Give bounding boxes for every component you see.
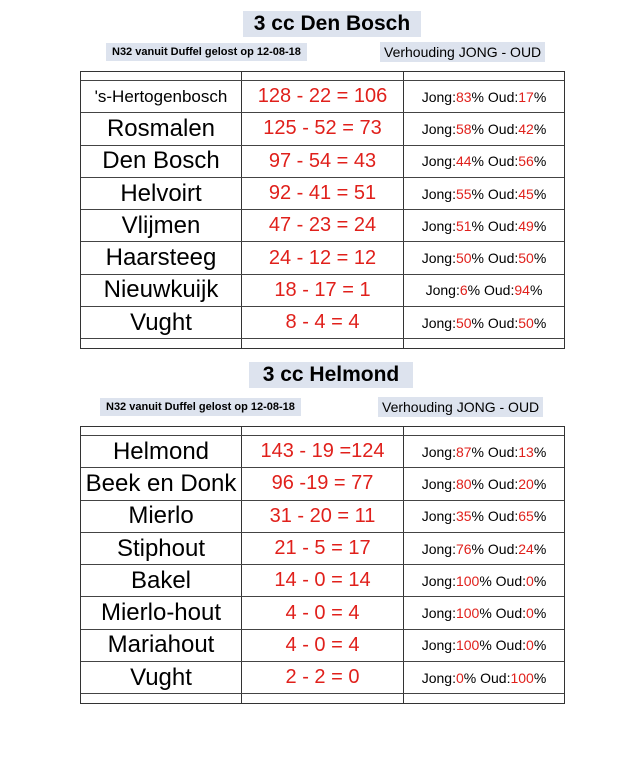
oud-percent: 20 [518, 475, 534, 492]
table-row [81, 630, 564, 662]
table-row [81, 662, 564, 694]
table-row [81, 597, 564, 629]
percent-sign: % [471, 540, 484, 557]
count-calculation: 4 - 0 = 4 [242, 597, 404, 628]
place-name: Nieuwkuijk [81, 275, 242, 306]
percent-sign: % [533, 185, 547, 202]
oud-label: Oud: [487, 153, 519, 170]
jong-label: Jong: [421, 605, 456, 622]
ratio-cell [404, 565, 564, 596]
jong-percent: 83 [455, 88, 472, 105]
ratio-cell [404, 436, 564, 467]
oud-label: Oud: [480, 669, 511, 686]
ratio-cell [404, 242, 564, 273]
oud-percent: 0 [526, 572, 534, 589]
place-name: Mierlo-hout [81, 597, 242, 628]
table-row [81, 533, 564, 565]
section2-subtitle: N32 vanuit Duffel gelost op 12-08-18 [100, 398, 301, 416]
oud-percent: 49 [518, 217, 534, 234]
table-row [81, 436, 564, 468]
oud-percent: 56 [518, 153, 534, 170]
jong-percent: 100 [455, 637, 480, 654]
ratio-cell [404, 597, 564, 628]
jong-label: Jong: [421, 540, 456, 557]
oud-label: Oud: [487, 475, 519, 492]
percent-sign: % [533, 250, 547, 267]
table-spacer [81, 72, 564, 81]
percent-sign: % [479, 637, 492, 654]
jong-percent: 80 [455, 475, 472, 492]
jong-percent: 35 [455, 508, 472, 525]
oud-label: Oud: [487, 120, 519, 137]
percent-sign: % [479, 572, 492, 589]
oud-label: Oud: [484, 282, 515, 299]
percent-sign: % [533, 475, 547, 492]
ratio-cell [404, 468, 564, 499]
place-name: Helvoirt [81, 178, 242, 209]
ratio-cell [404, 210, 564, 241]
table-row [81, 81, 564, 113]
count-calculation: 4 - 0 = 4 [242, 630, 404, 661]
count-calculation: 97 - 54 = 43 [242, 146, 404, 177]
ratio-cell [404, 662, 564, 693]
ratio-cell [404, 630, 564, 661]
percent-sign: % [533, 217, 547, 234]
jong-label: Jong: [421, 185, 456, 202]
place-name: Helmond [81, 436, 242, 467]
oud-label: Oud: [487, 508, 519, 525]
section1-title: 3 cc Den Bosch [243, 11, 421, 37]
jong-label: Jong: [421, 217, 456, 234]
percent-sign: % [533, 120, 547, 137]
section1-ratio-label: Verhouding JONG - OUD [380, 42, 545, 62]
count-calculation: 18 - 17 = 1 [242, 275, 404, 306]
jong-label: Jong: [421, 669, 456, 686]
place-name: Mariahout [81, 630, 242, 661]
oud-percent: 50 [518, 250, 534, 267]
jong-percent: 76 [455, 540, 472, 557]
oud-label: Oud: [495, 605, 527, 622]
oud-label: Oud: [487, 185, 519, 202]
table-row [81, 275, 564, 307]
oud-percent: 13 [518, 443, 534, 460]
count-calculation: 2 - 2 = 0 [242, 662, 404, 693]
jong-label: Jong: [421, 475, 456, 492]
oud-label: Oud: [495, 572, 527, 589]
table-spacer [81, 694, 564, 703]
ratio-cell [404, 533, 564, 564]
percent-sign: % [533, 669, 547, 686]
ratio-cell [404, 81, 564, 112]
jong-label: Jong: [421, 88, 456, 105]
percent-sign: % [471, 217, 484, 234]
ratio-cell [404, 275, 564, 306]
section2-title: 3 cc Helmond [249, 362, 413, 388]
percent-sign: % [471, 185, 484, 202]
place-name: Vught [81, 307, 242, 338]
percent-sign: % [471, 120, 484, 137]
jong-label: Jong: [421, 250, 456, 267]
percent-sign: % [533, 637, 547, 654]
count-calculation: 24 - 12 = 12 [242, 242, 404, 273]
percent-sign: % [467, 282, 481, 299]
place-name: Den Bosch [81, 146, 242, 177]
place-name: 's-Hertogenbosch [81, 81, 242, 112]
table-row [81, 468, 564, 500]
count-calculation: 92 - 41 = 51 [242, 178, 404, 209]
jong-percent: 44 [455, 153, 472, 170]
oud-percent: 94 [514, 282, 530, 299]
table-row [81, 178, 564, 210]
oud-label: Oud: [487, 314, 519, 331]
place-name: Rosmalen [81, 113, 242, 144]
jong-percent: 50 [455, 314, 472, 331]
percent-sign: % [533, 572, 547, 589]
percent-sign: % [471, 250, 484, 267]
percent-sign: % [471, 443, 484, 460]
jong-percent: 50 [455, 250, 472, 267]
table-row [81, 501, 564, 533]
percent-sign: % [533, 314, 547, 331]
place-name: Vught [81, 662, 242, 693]
percent-sign: % [471, 88, 484, 105]
oud-percent: 17 [518, 88, 534, 105]
jong-label: Jong: [421, 314, 456, 331]
percent-sign: % [533, 605, 547, 622]
section2-table [80, 426, 565, 704]
count-calculation: 14 - 0 = 14 [242, 565, 404, 596]
jong-label: Jong: [421, 153, 456, 170]
jong-label: Jong: [421, 443, 456, 460]
oud-label: Oud: [487, 540, 519, 557]
oud-percent: 24 [518, 540, 534, 557]
table-row [81, 307, 564, 339]
count-calculation: 143 - 19 =124 [242, 436, 404, 467]
jong-percent: 51 [455, 217, 472, 234]
section1-table [80, 71, 565, 349]
ratio-cell [404, 501, 564, 532]
table-row [81, 242, 564, 274]
percent-sign: % [471, 508, 484, 525]
jong-percent: 100 [455, 605, 480, 622]
percent-sign: % [471, 475, 484, 492]
count-calculation: 125 - 52 = 73 [242, 113, 404, 144]
jong-label: Jong: [421, 572, 456, 589]
table-row [81, 113, 564, 145]
place-name: Bakel [81, 565, 242, 596]
oud-label: Oud: [487, 250, 519, 267]
oud-label: Oud: [487, 443, 519, 460]
count-calculation: 96 -19 = 77 [242, 468, 404, 499]
percent-sign: % [533, 443, 547, 460]
place-name: Beek en Donk [81, 468, 242, 499]
table-row [81, 210, 564, 242]
jong-percent: 87 [455, 443, 472, 460]
count-calculation: 21 - 5 = 17 [242, 533, 404, 564]
jong-percent: 0 [455, 669, 464, 686]
oud-label: Oud: [495, 637, 527, 654]
section1-subtitle: N32 vanuit Duffel gelost op 12-08-18 [106, 43, 307, 61]
table-spacer [81, 339, 564, 348]
percent-sign: % [471, 314, 484, 331]
place-name: Mierlo [81, 501, 242, 532]
jong-percent: 100 [455, 572, 480, 589]
percent-sign: % [533, 153, 547, 170]
ratio-cell [404, 307, 564, 338]
place-name: Stiphout [81, 533, 242, 564]
jong-percent: 6 [459, 282, 468, 299]
jong-label: Jong: [421, 120, 456, 137]
jong-label: Jong: [421, 508, 456, 525]
percent-sign: % [533, 88, 547, 105]
ratio-cell [404, 178, 564, 209]
ratio-cell [404, 113, 564, 144]
oud-percent: 50 [518, 314, 534, 331]
percent-sign: % [471, 153, 484, 170]
percent-sign: % [463, 669, 477, 686]
percent-sign: % [533, 508, 547, 525]
count-calculation: 47 - 23 = 24 [242, 210, 404, 241]
oud-percent: 0 [526, 605, 534, 622]
jong-label: Jong: [425, 282, 460, 299]
oud-percent: 45 [518, 185, 534, 202]
percent-sign: % [533, 540, 547, 557]
table-row [81, 146, 564, 178]
count-calculation: 8 - 4 = 4 [242, 307, 404, 338]
count-calculation: 128 - 22 = 106 [242, 81, 404, 112]
ratio-cell [404, 146, 564, 177]
oud-percent: 42 [518, 120, 534, 137]
oud-label: Oud: [487, 88, 519, 105]
oud-percent: 65 [518, 508, 534, 525]
table-spacer [81, 427, 564, 436]
table-row [81, 565, 564, 597]
oud-percent: 0 [526, 637, 534, 654]
oud-percent: 100 [510, 669, 534, 686]
jong-label: Jong: [421, 637, 456, 654]
jong-percent: 55 [455, 185, 472, 202]
place-name: Haarsteeg [81, 242, 242, 273]
count-calculation: 31 - 20 = 11 [242, 501, 404, 532]
jong-percent: 58 [455, 120, 472, 137]
percent-sign: % [529, 282, 543, 299]
place-name: Vlijmen [81, 210, 242, 241]
oud-label: Oud: [487, 217, 519, 234]
section2-ratio-label: Verhouding JONG - OUD [378, 397, 543, 417]
percent-sign: % [479, 605, 492, 622]
